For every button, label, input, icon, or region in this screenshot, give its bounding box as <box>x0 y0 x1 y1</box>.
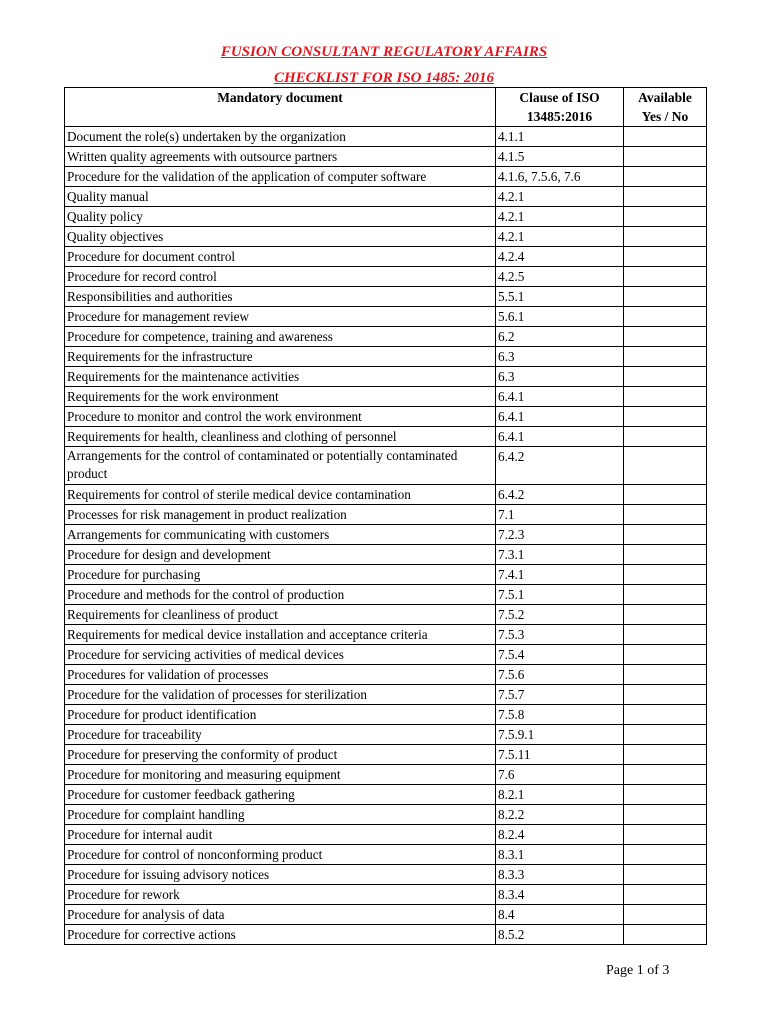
available-cell[interactable] <box>624 885 707 905</box>
document-cell: Procedure for customer feedback gathering <box>65 785 496 805</box>
table-row <box>65 525 707 545</box>
document-cell: Procedure for rework <box>65 885 496 905</box>
document-cell: Processes for risk management in product realization <box>65 505 496 525</box>
clause-cell: 4.2.5 <box>496 267 624 287</box>
clause-cell: 4.1.6, 7.5.6, 7.6 <box>496 167 624 187</box>
table-row <box>65 387 707 407</box>
table-row <box>65 725 707 745</box>
checklist-table <box>64 87 707 945</box>
clause-cell: 6.2 <box>496 327 624 347</box>
clause-cell: 4.2.1 <box>496 207 624 227</box>
available-cell[interactable] <box>624 545 707 565</box>
table-row <box>65 805 707 825</box>
document-cell: Procedure for the validation of processes for sterilization <box>65 685 496 705</box>
document-cell: Requirements for the work environment <box>65 387 496 407</box>
header-mandatory-document: Mandatory document <box>65 88 496 127</box>
document-cell: Requirements for medical device installation and acceptance criteria <box>65 625 496 645</box>
available-cell[interactable] <box>624 505 707 525</box>
clause-cell: 8.2.4 <box>496 825 624 845</box>
page-number: Page 1 of 3 <box>606 963 670 978</box>
table-row <box>65 785 707 805</box>
available-cell[interactable] <box>624 407 707 427</box>
clause-cell: 6.4.1 <box>496 387 624 407</box>
document-cell: Written quality agreements with outsource partners <box>65 147 496 167</box>
clause-cell: 7.5.4 <box>496 645 624 665</box>
document-cell: Procedure for the validation of the application of computer software <box>65 167 496 187</box>
clause-cell: 4.1.5 <box>496 147 624 167</box>
clause-cell: 7.5.9.1 <box>496 725 624 745</box>
table-row <box>65 267 707 287</box>
table-row <box>65 545 707 565</box>
table-row <box>65 705 707 725</box>
table-row <box>65 407 707 427</box>
header-clause: Clause of ISO 13485:2016 <box>496 88 624 127</box>
available-cell[interactable] <box>624 147 707 167</box>
clause-cell: 7.5.2 <box>496 605 624 625</box>
clause-cell: 4.2.4 <box>496 247 624 267</box>
table-row <box>65 247 707 267</box>
clause-cell: 8.2.2 <box>496 805 624 825</box>
document-cell: Responsibilities and authorities <box>65 287 496 307</box>
document-cell: Arrangements for the control of contaminated or potentially contaminated product <box>65 447 496 485</box>
clause-cell: 8.3.4 <box>496 885 624 905</box>
table-row <box>65 447 707 485</box>
clause-cell: 8.3.3 <box>496 865 624 885</box>
clause-cell: 4.1.1 <box>496 127 624 147</box>
available-cell[interactable] <box>624 725 707 745</box>
clause-cell: 6.4.1 <box>496 427 624 447</box>
document-cell: Quality manual <box>65 187 496 207</box>
document-title: FUSION CONSULTANT REGULATORY AFFAIRS <box>220 44 548 60</box>
table-row <box>65 307 707 327</box>
clause-cell: 7.2.3 <box>496 525 624 545</box>
document-subtitle: CHECKLIST FOR ISO 1485: 2016 <box>273 70 495 86</box>
document-cell: Procedure to monitor and control the work environment <box>65 407 496 427</box>
document-cell: Procedure for corrective actions <box>65 925 496 945</box>
table-row <box>65 367 707 387</box>
clause-cell: 7.5.11 <box>496 745 624 765</box>
available-cell[interactable] <box>624 387 707 407</box>
clause-cell: 7.4.1 <box>496 565 624 585</box>
clause-cell: 8.2.1 <box>496 785 624 805</box>
table-row <box>65 845 707 865</box>
table-row <box>65 665 707 685</box>
available-cell[interactable] <box>624 845 707 865</box>
clause-cell: 7.6 <box>496 765 624 785</box>
table-row <box>65 127 707 147</box>
table-row <box>65 625 707 645</box>
available-cell[interactable] <box>624 625 707 645</box>
document-cell: Procedure for control of nonconforming product <box>65 845 496 865</box>
document-cell: Procedure for purchasing <box>65 565 496 585</box>
available-cell[interactable] <box>624 267 707 287</box>
clause-cell: 6.4.1 <box>496 407 624 427</box>
clause-cell: 7.5.1 <box>496 585 624 605</box>
document-cell: Requirements for the infrastructure <box>65 347 496 367</box>
clause-cell: 8.3.1 <box>496 845 624 865</box>
clause-cell: 7.5.6 <box>496 665 624 685</box>
clause-cell: 6.3 <box>496 367 624 387</box>
available-cell[interactable] <box>624 327 707 347</box>
table-row <box>65 227 707 247</box>
available-cell[interactable] <box>624 367 707 387</box>
document-cell: Procedure for competence, training and awareness <box>65 327 496 347</box>
available-cell[interactable] <box>624 307 707 327</box>
available-cell[interactable] <box>624 247 707 267</box>
table-row <box>65 925 707 945</box>
table-row <box>65 187 707 207</box>
clause-cell: 4.2.1 <box>496 187 624 207</box>
available-cell[interactable] <box>624 825 707 845</box>
document-cell: Procedure for design and development <box>65 545 496 565</box>
table-row <box>65 765 707 785</box>
available-cell[interactable] <box>624 585 707 605</box>
document-cell: Arrangements for communicating with customers <box>65 525 496 545</box>
available-cell[interactable] <box>624 447 707 485</box>
table-row <box>65 505 707 525</box>
document-cell: Procedure for record control <box>65 267 496 287</box>
available-cell[interactable] <box>624 167 707 187</box>
table-row <box>65 147 707 167</box>
table-row <box>65 347 707 367</box>
table-row <box>65 605 707 625</box>
available-cell[interactable] <box>624 765 707 785</box>
document-cell: Procedure for servicing activities of medical devices <box>65 645 496 665</box>
available-cell[interactable] <box>624 665 707 685</box>
document-cell: Procedure for management review <box>65 307 496 327</box>
document-cell: Procedure for complaint handling <box>65 805 496 825</box>
available-cell[interactable] <box>624 705 707 725</box>
available-cell[interactable] <box>624 525 707 545</box>
available-cell[interactable] <box>624 127 707 147</box>
table-row <box>65 885 707 905</box>
document-cell: Procedure for product identification <box>65 705 496 725</box>
document-cell: Requirements for cleanliness of product <box>65 605 496 625</box>
document-cell: Procedure for internal audit <box>65 825 496 845</box>
clause-cell: 4.2.1 <box>496 227 624 247</box>
clause-cell: 7.5.3 <box>496 625 624 645</box>
available-cell[interactable] <box>624 347 707 367</box>
available-cell[interactable] <box>624 605 707 625</box>
available-cell[interactable] <box>624 187 707 207</box>
available-cell[interactable] <box>624 427 707 447</box>
document-cell: Quality policy <box>65 207 496 227</box>
document-cell: Document the role(s) undertaken by the organization <box>65 127 496 147</box>
available-cell[interactable] <box>624 905 707 925</box>
clause-cell: 6.3 <box>496 347 624 367</box>
table-row <box>65 167 707 187</box>
available-cell[interactable] <box>624 805 707 825</box>
clause-cell: 7.5.8 <box>496 705 624 725</box>
available-cell[interactable] <box>624 565 707 585</box>
document-cell: Procedure for preserving the conformity of product <box>65 745 496 765</box>
clause-cell: 6.4.2 <box>496 485 624 505</box>
table-row <box>65 685 707 705</box>
clause-cell: 6.4.2 <box>496 447 624 485</box>
available-cell[interactable] <box>624 287 707 307</box>
document-cell: Procedure for monitoring and measuring equipment <box>65 765 496 785</box>
document-cell: Procedure for traceability <box>65 725 496 745</box>
clause-cell: 5.5.1 <box>496 287 624 307</box>
available-cell[interactable] <box>624 785 707 805</box>
table-row <box>65 585 707 605</box>
table-row <box>65 825 707 845</box>
document-cell: Procedure for analysis of data <box>65 905 496 925</box>
available-cell[interactable] <box>624 227 707 247</box>
clause-cell: 5.6.1 <box>496 307 624 327</box>
table-row <box>65 865 707 885</box>
clause-cell: 8.5.2 <box>496 925 624 945</box>
table-row <box>65 327 707 347</box>
document-cell: Procedures for validation of processes <box>65 665 496 685</box>
available-cell[interactable] <box>624 645 707 665</box>
clause-cell: 7.3.1 <box>496 545 624 565</box>
available-cell[interactable] <box>624 485 707 505</box>
document-cell: Procedure for document control <box>65 247 496 267</box>
available-cell[interactable] <box>624 685 707 705</box>
table-row <box>65 565 707 585</box>
table-row <box>65 485 707 505</box>
available-cell[interactable] <box>624 925 707 945</box>
table-row <box>65 427 707 447</box>
document-cell: Requirements for the maintenance activities <box>65 367 496 387</box>
table-row <box>65 645 707 665</box>
clause-cell: 8.4 <box>496 905 624 925</box>
document-cell: Quality objectives <box>65 227 496 247</box>
clause-cell: 7.5.7 <box>496 685 624 705</box>
table-row <box>65 207 707 227</box>
table-row <box>65 287 707 307</box>
available-cell[interactable] <box>624 865 707 885</box>
header-available: Available Yes / No <box>624 88 707 127</box>
document-cell: Procedure and methods for the control of production <box>65 585 496 605</box>
clause-cell: 7.1 <box>496 505 624 525</box>
document-cell: Requirements for control of sterile medical device contamination <box>65 485 496 505</box>
table-row <box>65 905 707 925</box>
document-cell: Procedure for issuing advisory notices <box>65 865 496 885</box>
table-header-row <box>65 88 707 127</box>
available-cell[interactable] <box>624 207 707 227</box>
table-row <box>65 745 707 765</box>
available-cell[interactable] <box>624 745 707 765</box>
document-cell: Requirements for health, cleanliness and clothing of personnel <box>65 427 496 447</box>
